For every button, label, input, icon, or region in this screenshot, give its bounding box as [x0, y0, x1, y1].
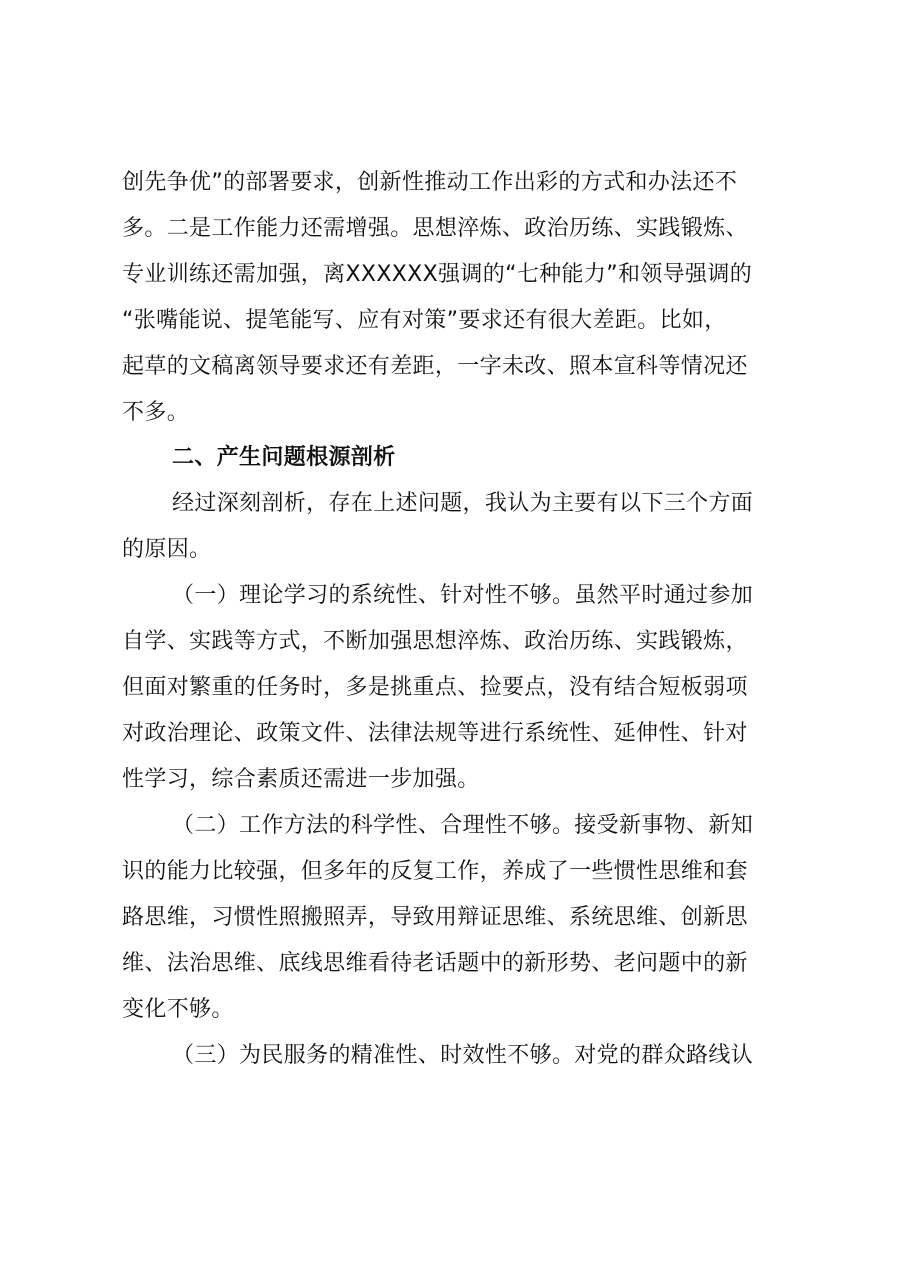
body-line: 的原因。: [122, 537, 212, 562]
body-line: 自学、实践等方式，不断加强思想淬炼、政治历练、实践锻炼，: [122, 629, 748, 654]
body-line: 性学习，综合素质还需进一步加强。: [122, 767, 480, 792]
body-line: 对政治理论、政策文件、法律法规等进行系统性、延伸性、针对: [122, 721, 748, 746]
body-line: 多。二是工作能力还需增强。思想淬炼、政治历练、实践锻炼、: [122, 216, 748, 241]
subsection-line: （一）理论学习的系统性、针对性不够。虽然平时通过参加: [172, 583, 754, 608]
body-line: 经过深刻剖析，存在上述问题，我认为主要有以下三个方面: [172, 491, 754, 516]
body-line: 变化不够。: [122, 997, 234, 1022]
section-heading: 二、产生问题根源剖析: [172, 445, 396, 470]
body-line: 专业训练还需加强，离XXXXXX强调的“七种能力”和领导强调的: [122, 262, 753, 287]
body-line: 识的能力比较强，但多年的反复工作，养成了一些惯性思维和套: [122, 859, 748, 884]
body-line: 路思维，习惯性照搬照弄，导致用辩证思维、系统思维、创新思: [122, 905, 748, 930]
subsection-line: （三）为民服务的精准性、时效性不够。对党的群众路线认: [172, 1043, 754, 1068]
body-line: 但面对繁重的任务时，多是挑重点、捡要点，没有结合短板弱项: [122, 675, 748, 700]
body-line: 不多。: [122, 400, 190, 425]
body-line: 创先争优”的部署要求，创新性推动工作出彩的方式和办法还不: [122, 170, 738, 195]
body-line: 起草的文稿离领导要求还有差距，一字未改、照本宣科等情况还: [122, 354, 748, 379]
subsection-line: （二）工作方法的科学性、合理性不够。接受新事物、新知: [172, 813, 754, 838]
body-line: 维、法治思维、底线思维看待老话题中的新形势、老问题中的新: [122, 951, 748, 976]
body-line: “张嘴能说、提笔能写、应有对策”要求还有很大差距。比如，: [122, 308, 727, 333]
